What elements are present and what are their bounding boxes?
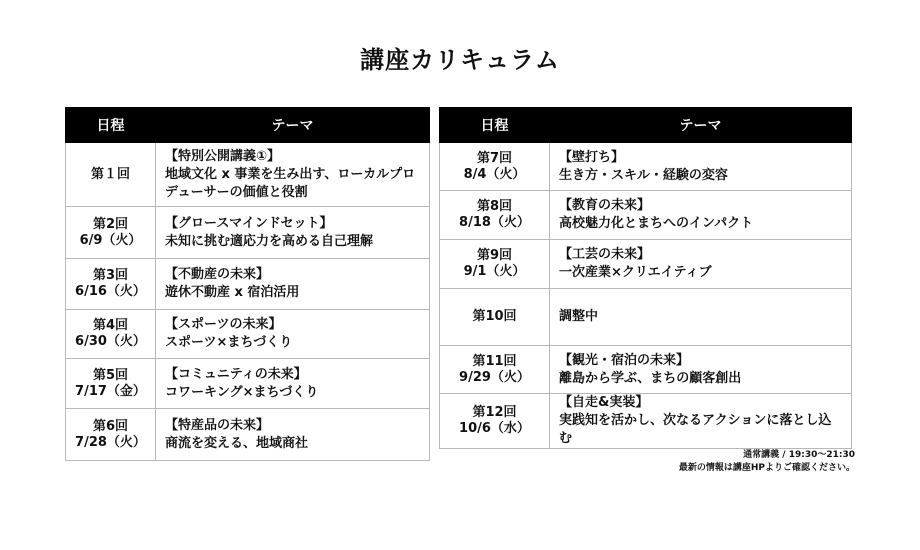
schedule-note: 通常講義 / 19:30〜21:30 <box>743 450 855 460</box>
session-date-cell <box>66 359 156 409</box>
session-title: 【壁打ち】 <box>559 149 625 165</box>
session-row <box>440 240 852 289</box>
session-description: コワーキング×まちづくり <box>165 384 319 400</box>
session-theme-cell <box>550 191 852 240</box>
session-row <box>66 409 430 461</box>
session-title: 【コミュニティの未来】 <box>165 366 307 382</box>
session-number: 第12回 <box>472 405 517 420</box>
session-title: 【スポーツの未来】 <box>165 317 282 332</box>
session-title: 調整中 <box>559 309 599 324</box>
session-title: 【特別公開講義①】 <box>165 148 281 164</box>
session-number: 第9回 <box>476 248 513 263</box>
session-theme-cell <box>156 359 430 409</box>
session-date: 8/18（火） <box>459 215 530 230</box>
session-theme-cell <box>156 207 430 259</box>
session-row <box>66 310 430 359</box>
session-title: 【観光・宿泊の未来】 <box>559 352 690 368</box>
session-row <box>440 143 852 191</box>
session-date: 9/1（火） <box>463 264 526 279</box>
theme-column-header: テーマ <box>156 108 430 143</box>
session-date-cell <box>66 259 156 310</box>
session-title: 【特産品の未来】 <box>165 417 270 433</box>
session-date-cell <box>440 191 550 240</box>
session-number: 第3回 <box>92 268 129 283</box>
session-date-cell <box>66 310 156 359</box>
session-row <box>66 259 430 310</box>
session-theme-cell <box>550 143 852 191</box>
session-number: 第8回 <box>476 199 513 214</box>
session-number: 第2回 <box>92 216 129 232</box>
session-row <box>66 207 430 259</box>
session-row <box>440 394 852 449</box>
session-date: 7/17（金） <box>75 383 146 399</box>
session-theme-cell <box>550 394 852 449</box>
session-theme-cell <box>550 289 852 346</box>
session-number: 第１回 <box>90 166 130 182</box>
session-row <box>440 346 852 394</box>
session-number: 第11回 <box>472 353 517 369</box>
session-date: 6/9（火） <box>79 232 142 248</box>
session-date-cell <box>440 240 550 289</box>
session-theme-cell <box>156 259 430 310</box>
session-date-cell <box>440 143 550 191</box>
session-date-cell <box>440 346 550 394</box>
theme-column-header: テーマ <box>550 108 852 143</box>
session-date-cell <box>440 289 550 346</box>
session-date: 8/4（火） <box>463 166 526 182</box>
session-description: スポーツ×まちづくり <box>165 335 293 350</box>
date-column-header: 日程 <box>440 108 550 143</box>
table-header-row <box>66 108 430 143</box>
session-theme-cell <box>550 240 852 289</box>
info-note: 最新の情報は講座HPよりご確認ください。 <box>678 463 855 473</box>
session-title: 【工芸の未来】 <box>559 247 651 262</box>
session-title: 【教育の未来】 <box>559 198 651 213</box>
date-column-header: 日程 <box>66 108 156 143</box>
session-theme-cell <box>156 409 430 461</box>
session-description: 商流を変える、地域商社 <box>165 435 309 451</box>
session-date: 6/16（火） <box>75 284 146 299</box>
session-description: 遊休不動産 x 宿泊活用 <box>165 285 300 300</box>
session-description: 生き方・スキル・経験の変容 <box>559 167 728 183</box>
curriculum-table-left <box>65 107 430 461</box>
session-description: 離島から学ぶ、まちの顧客創出 <box>559 370 742 386</box>
session-date-cell <box>440 394 550 449</box>
session-date: 6/30（火） <box>75 334 146 349</box>
session-date-cell <box>66 207 156 259</box>
session-row <box>66 143 430 207</box>
session-title: 【自走&実装】 <box>559 395 649 410</box>
session-description: 高校魅力化とまちへのインパクト <box>559 216 754 231</box>
session-date: 7/28（火） <box>75 434 146 450</box>
page-title: 講座カリキュラム <box>360 46 560 74</box>
session-description: 地域文化 x 事業を生み出す、ローカルプロデューサーの価値と役割 <box>165 166 416 200</box>
curriculum-table-right <box>439 107 852 449</box>
session-row <box>66 359 430 409</box>
session-number: 第7回 <box>476 150 513 166</box>
session-title: 【グロースマインドセット】 <box>165 215 333 231</box>
session-row <box>440 289 852 346</box>
session-theme-cell <box>156 143 430 207</box>
session-theme-cell <box>156 310 430 359</box>
session-number: 第5回 <box>92 367 129 383</box>
session-number: 第6回 <box>92 418 129 434</box>
session-number: 第4回 <box>92 318 129 333</box>
session-description: 実践知を活かし、次なるアクションに落とし込む <box>559 413 832 446</box>
session-description: 一次産業×クリエイティブ <box>559 265 712 280</box>
session-row <box>440 191 852 240</box>
session-number: 第10回 <box>472 309 517 324</box>
session-date-cell <box>66 143 156 207</box>
session-description: 未知に挑む適応力を高める自己理解 <box>165 233 374 249</box>
session-date: 9/29（火） <box>459 369 530 385</box>
session-theme-cell <box>550 346 852 394</box>
session-date-cell <box>66 409 156 461</box>
table-header-row <box>440 108 852 143</box>
session-date: 10/6（水） <box>459 421 530 436</box>
session-title: 【不動産の未来】 <box>165 267 270 282</box>
